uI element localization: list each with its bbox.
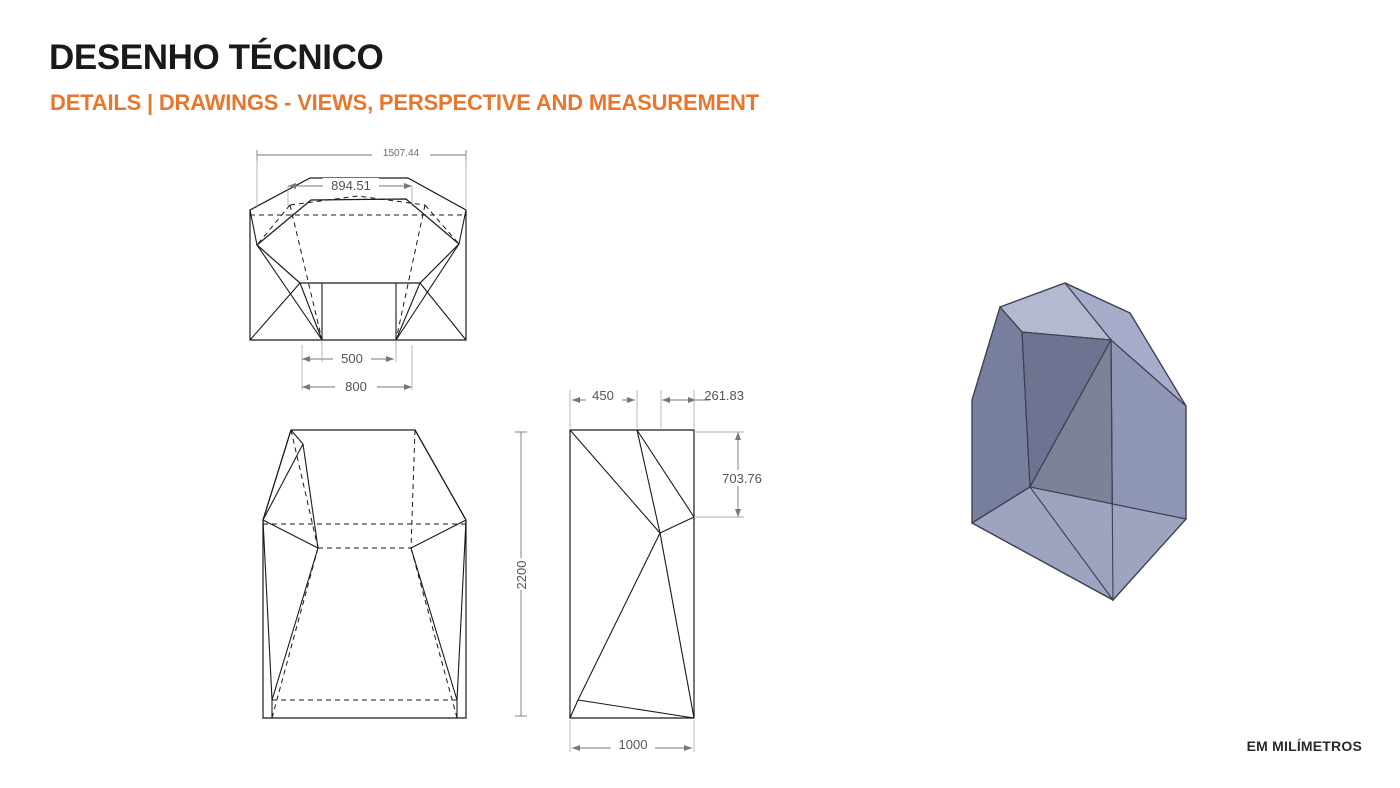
dimension-label-703-76: 703.76 <box>722 471 762 486</box>
perspective-view <box>972 283 1186 600</box>
dimension-label-261-83: 261.83 <box>704 388 744 403</box>
front-view-outline <box>263 430 466 718</box>
page-subtitle: DETAILS | DRAWINGS - VIEWS, PERSPECTIVE AND MEASUREMENT <box>50 90 759 115</box>
dimension-703-76 <box>694 432 772 517</box>
dimension-label-450: 450 <box>592 388 614 403</box>
dimension-450 <box>570 388 637 428</box>
top-view-inner-face <box>257 199 459 283</box>
dimension-label-1507-44: 1507.44 <box>382 148 420 159</box>
dimension-label-500: 500 <box>341 351 363 366</box>
dimension-label-1000: 1000 <box>618 737 648 752</box>
top-view <box>250 178 466 340</box>
side-view-outline <box>570 430 694 718</box>
dimension-label-894-51: 894.51 <box>331 178 371 193</box>
dimension-2200 <box>505 432 537 716</box>
front-view <box>263 430 466 718</box>
dimension-label-2200: 2200 <box>514 560 529 590</box>
side-view <box>570 430 694 718</box>
perspective-face-left <box>972 307 1030 523</box>
page-title: DESENHO TÉCNICO <box>49 38 384 77</box>
units-note: EM MILÍMETROS <box>1246 738 1362 754</box>
dimension-261-83 <box>661 388 766 428</box>
dimension-894-51 <box>288 178 412 206</box>
dimension-label-800: 800 <box>345 379 367 394</box>
dimension-500 <box>302 340 396 366</box>
top-view-outline <box>250 178 466 340</box>
dimension-1000 <box>570 720 694 752</box>
